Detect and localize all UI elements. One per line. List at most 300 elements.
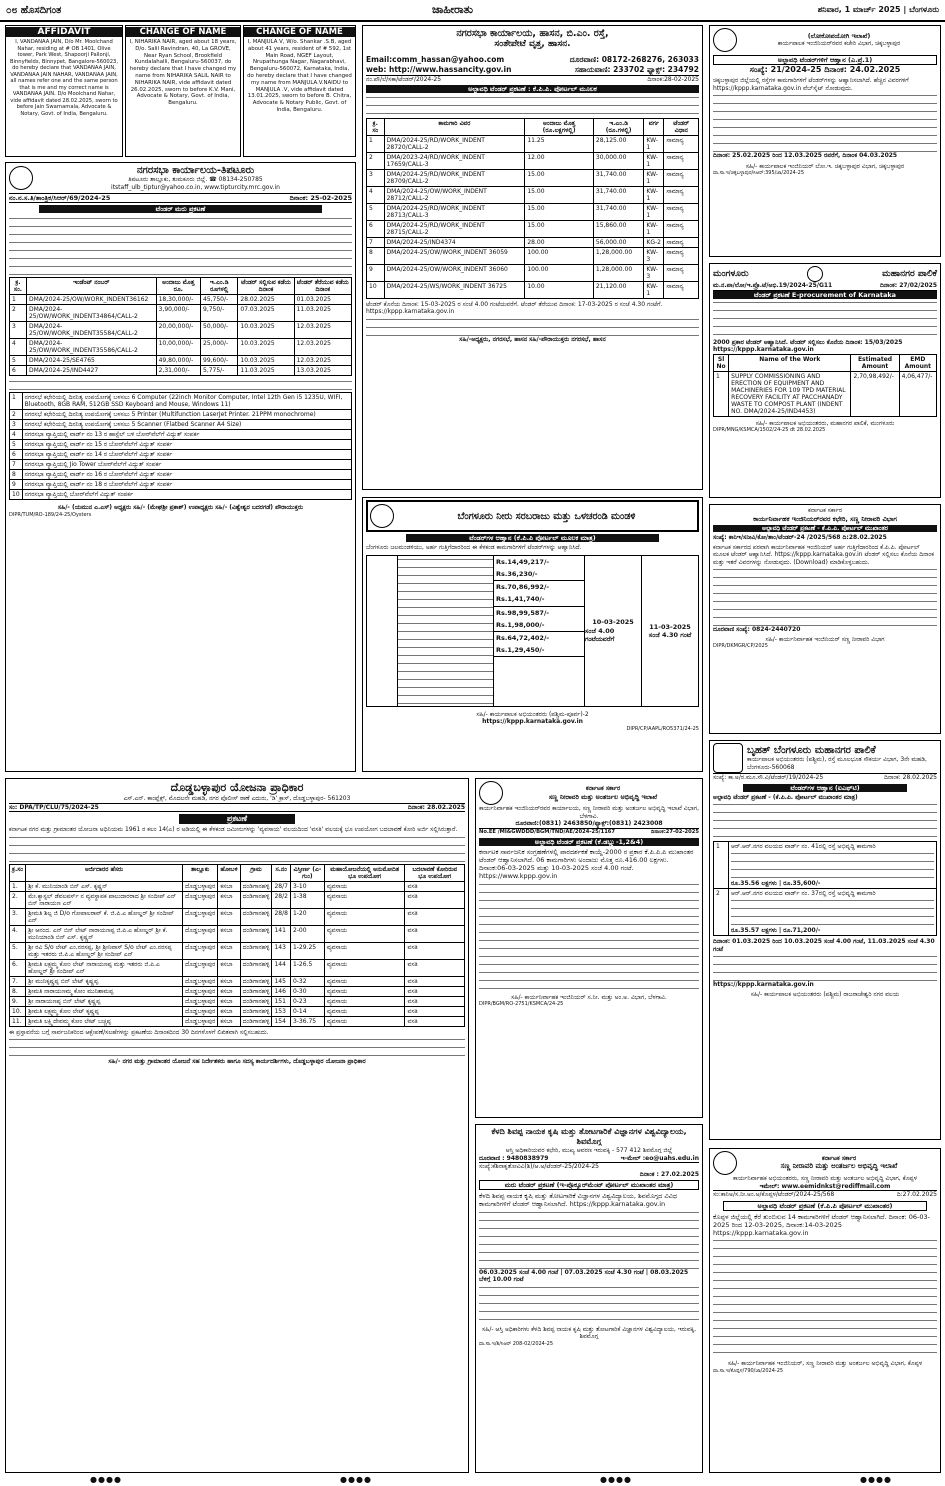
table-cell: ವಸತಿ xyxy=(405,908,465,925)
minor-irrigation-tender-ad xyxy=(709,504,941,734)
bbmp-amount-1: ರೂ.35.56 ಲಕ್ಷಗಳು | ರೂ.35,600/- xyxy=(731,880,821,888)
change-of-name-ad-1 xyxy=(125,25,241,157)
bbmp-title: ಬೃಹತ್ ಬೆಂಗಳೂರು ಮಹಾನಗರ ಪಾಲಿಕೆ xyxy=(747,745,876,756)
tiptur-items-table xyxy=(9,392,352,500)
table-row xyxy=(10,925,465,942)
table-cell: 4 xyxy=(10,339,27,356)
table-cell: ವ್ಯವಸಾಯ xyxy=(324,1006,405,1016)
item-number: 9 xyxy=(10,480,23,490)
registration-marks: ●●●● xyxy=(600,1475,632,1484)
table-cell: ಕಸಬಾ xyxy=(218,996,240,1006)
bwssb-title: ಬೆಂಗಳೂರು ನೀರು ಸರಬರಾಜು ಮತ್ತು ಒಳಚರಂಡಿ ಮಂಡಳಿ xyxy=(457,510,636,522)
table-header-cell: Sl No xyxy=(714,354,729,371)
table-header-cell: ಕ್ರ. ಸಂ. xyxy=(10,278,27,295)
table-cell: 11.03.2025 xyxy=(294,305,351,322)
hassan-subtitle: ಸಂತೇಪೇಟೆ ವೃತ್ತ, ಹಾಸನ. xyxy=(494,39,571,49)
bwssb-dipr: DIPR/CP/AAPL/RO5371/24-25 xyxy=(626,725,699,732)
table-row xyxy=(10,322,352,339)
table-row xyxy=(367,281,699,298)
bbmp-item-2: ಆರ್‌.ಆರ್.ನಗರ ವಲಯದ ವಾರ್ಡ್ ನಂ. 37ರಲ್ಲಿ ರಸ್ತೆ ಅಭಿವೃದ್ಧಿ ಕಾಮಗಾರಿ xyxy=(731,890,876,898)
koppal-title: ಸಣ್ಣ ನೀರಾವರಿ ಮತ್ತು ಅಂತರ್ಜಲ ಅಭಿವೃದ್ಧಿ ಇಲಾಖೆ xyxy=(780,1162,898,1171)
dpa-title: ದೊಡ್ಡಬಳ್ಳಾಪುರ ಯೋಜನಾ ಪ್ರಾಧಿಕಾರ xyxy=(170,781,304,794)
table-cell: ವ್ಯವಸಾಯ xyxy=(324,986,405,996)
uahs-phone: ದೂರವಾಣಿ : 9480838979 xyxy=(479,1154,549,1162)
table-cell: ಕಸಬಾ xyxy=(218,925,240,942)
koppal-notice: ಅಲ್ಪಾವಧಿ ಟೆಂಡರ್ ಪ್ರಕಟಣೆ (ಕೆ.ಪಿ.ಪಿ ಪೋರ್ಟಲ್ ಮುಖಾಂತರ) xyxy=(723,1201,927,1211)
uahs-title: ಕೆಳದಿ ಶಿವಪ್ಪ ನಾಯಕ ಕೃಷಿ ಮತ್ತು ತೋಟಗಾರಿಕೆ ವಿಜ್ಞಾನಗಳ ವಿಶ್ವವಿದ್ಯಾಲಯ, ಶಿವಮೊಗ್ಗ xyxy=(491,1127,687,1146)
table-cell: 10.03.2025 xyxy=(238,322,294,339)
table-cell: 1 xyxy=(367,135,385,152)
emblem-icon xyxy=(713,28,737,52)
table-cell: ದಂಡಿಗಾನಹಳ್ಳಿ xyxy=(240,891,272,908)
item-number: 6 xyxy=(10,450,23,460)
table-cell: KW-1 xyxy=(644,152,664,169)
table-cell: ದಂಡಿಗಾನಹಳ್ಳಿ xyxy=(240,1006,272,1016)
table-cell: ಸಾಮಾನ್ಯ xyxy=(664,247,699,264)
table-header-cell: ಟೆಂಡರ್ ತೆರೆಯುವ ಕಡೆಯ ದಿನಾಂಕ xyxy=(294,278,351,295)
table-cell: KW-3 xyxy=(644,264,664,281)
tiptur-ref: ನಂ.ನ.ಸ.ತಿ/ತಾಂತ್ರಿಕ/ಸಿಆರ್/69/2024-25 xyxy=(9,194,111,202)
table-cell: ದಂಡಿಗಾನಹಳ್ಳಿ xyxy=(240,908,272,925)
bwssb-logo-icon xyxy=(370,504,394,528)
item-number: 5 xyxy=(10,440,23,450)
table-cell: 143 xyxy=(272,942,290,959)
mangaluru-notice: ಟೆಂಡರ್ ಪ್ರಕಟಣೆ E-procurement of Karnataka xyxy=(713,291,937,299)
table-cell: ವಸತಿ xyxy=(405,976,465,986)
table-header-cell: ಟೆಂಡರ್ ಸಲ್ಲಿಸುವ ಕಡೆಯ ದಿನಾಂಕ xyxy=(238,278,294,295)
mi-notice: ಅಲ್ಪಾವಧಿ ಟೆಂಡರ್ ಪ್ರಕಟಣೆ - ಕೆ.ಪಿ.ಪಿ. ಪೋರ್ಟಲ್ ಮುಖಾಂತರ xyxy=(713,525,937,533)
mi-office: ಕಾರ್ಯನಿರ್ವಾಹಕ ಇಂಜಿನಿಯರ್‌ರವರ ಕಛೇರಿ, ಸಣ್ಣ ನೀರಾವರಿ ವಿಭಾಗ xyxy=(753,514,897,523)
table-cell: DMA/2024-25/RD/WORK_INDENT 28720/CALL-2 xyxy=(384,135,525,152)
table-cell: ವ್ಯವಸಾಯ xyxy=(324,1016,405,1026)
table-cell: 0-30 xyxy=(290,986,324,996)
hassan-table xyxy=(366,118,699,299)
registration-marks: ●●●● xyxy=(90,1475,122,1484)
table-cell: ದೊಡ್ಡಬಳ್ಳಾಪುರ xyxy=(183,1016,218,1026)
table-cell: 28/7 xyxy=(272,881,290,891)
tiptur-tender-ad xyxy=(5,162,356,772)
item-text: ನಗರಸಭೆ ಕಛೇರಿಯಲ್ಲಿ ದಿನನಿತ್ಯ ಉಪಯೋಗಕ್ಕೆ ಬಳಸಲು 5 Printer (Multifunction LaserJet Printer. 21PPM monochrome) xyxy=(22,410,351,420)
table-cell: 4,06,477/- xyxy=(899,371,936,416)
table-cell: 3 xyxy=(10,322,27,339)
uahs-body-text xyxy=(479,1209,699,1269)
table-cell: ದಂಡಿಗಾನಹಳ್ಳಿ xyxy=(240,942,272,959)
pwd-dipr: ವಾ.ಸಾ.ಇ/ಚಿಕ್ಕಬಳ್ಳಾಪುರ/ಸಿಆರ್:395/ಜಾ/2024-25 xyxy=(713,170,805,177)
item-number: 4 xyxy=(10,430,23,440)
table-cell: ದಂಡಿಗಾನಹಳ್ಳಿ xyxy=(240,959,272,976)
dpa-footer-text xyxy=(9,1036,465,1058)
table-cell: 21,120.00 xyxy=(593,281,644,298)
table-cell: DMA/2024-25/OW/WORK_INDENT 36060 xyxy=(384,264,525,281)
list-item xyxy=(10,490,352,500)
hassan-ref: ನಂ.ಪೌ/ಲೆ/ಸಕಾ/ಟೆಂಡರ್/2024-25 xyxy=(366,76,442,83)
table-cell: 01.03.2025 xyxy=(294,295,351,305)
table-cell: ಸಾಮಾನ್ಯ xyxy=(664,264,699,281)
table-cell: DMA/2024-25/OW/WORK_INDENT35586/CALL-2 xyxy=(26,339,156,356)
table-cell: ವಸತಿ xyxy=(405,959,465,976)
item-text: ನಗರಸಭಾ ವ್ಯಾಪ್ತಿಯಲ್ಲಿ Jio Tower ಬೋರ್‌ವೆಲ್‌ಗೆ ವಿದ್ಯುತ್ ಸಂಪರ್ಕ xyxy=(22,460,351,470)
table-cell: 15.00 xyxy=(525,186,594,203)
amount-value: Rs.1,41,740/- xyxy=(494,593,584,606)
hassan-date: ದಿನಾಂಕ:28-02-2025 xyxy=(647,76,699,83)
table-cell: ವ್ಯವಸಾಯ xyxy=(324,942,405,959)
table-row xyxy=(10,891,465,908)
table-row xyxy=(367,237,699,247)
list-item xyxy=(10,480,352,490)
table-header-cell: ವರ್ಗ xyxy=(644,118,664,135)
table-cell: 2,70,98,492/- xyxy=(851,371,899,416)
table-cell: 144 xyxy=(272,959,290,976)
table-cell: DMA/2024-25/OW/WORK_INDENT36162 xyxy=(26,295,156,305)
table-cell: ಕಸಬಾ xyxy=(218,908,240,925)
registration-marks: ●●●● xyxy=(340,1475,372,1484)
pwd-body: ಚಿಕ್ಕಬಳ್ಳಾಪುರ ಜಿಲ್ಲೆಯಲ್ಲಿ ರಸ್ತೆಗಳ ಕಾಮಗಾರಿಗಳಿಗೆ ಟೆಂಡರ್‌ಗಳನ್ನು ಆಹ್ವಾನಿಸಲಾಗಿದೆ. ಹೆಚ್ಚಿನ ವಿವರಗಳಿಗೆ https://kppp.karnataka.gov.in ವೆಬ್‌ಸೈಟ್ ನೋಡುವುದು. xyxy=(713,77,909,92)
hassan-phone: ದೂರವಾಣಿ: 08172-268276, 263033 xyxy=(569,55,699,64)
table-header-cell: ತಾಲ್ಲೂಕು xyxy=(183,864,218,881)
table-cell: 99,600/- xyxy=(201,356,238,366)
hassan-signature: ಸಹಿ/-ಅಧ್ಯಕ್ಷರು, ನಗರಸಭೆ, ಹಾಸನ ಸಹಿ/-ಪೌರಾಯುಕ್ತರು ನಗರಸಭೆ, ಹಾಸನ xyxy=(459,335,606,343)
item-text: ನಗರಸಭಾ ವ್ಯಾಪ್ತಿಯಲ್ಲಿ ವಾರ್ಡ್ ನಂ 16 ರ ಬೋರ್‌ವೆಲ್‌ಗೆ ವಿದ್ಯುತ್ ಸಂಪರ್ಕ xyxy=(22,470,351,480)
table-cell: 2 xyxy=(10,305,27,322)
bbmp-tender-ad xyxy=(709,740,941,1140)
koppal-signature: ಸಹಿ/- ಕಾರ್ಯನಿರ್ವಾಹಕ ಇಂಜಿನಿಯರ್, ಸಣ್ಣ ನೀರಾವರಿ ಮತ್ತು ಅಂತರ್ಜಲ ಅಭಿವೃದ್ಧಿ ವಿಭಾಗ, ಕೊಪ್ಪಳ xyxy=(727,1360,923,1368)
tiptur-contact: ತಿಪಟೂರು ತಾಲ್ಲೂಕು, ತುಮಕೂರು ಜಿಲ್ಲೆ. ☎ 08134-250785 xyxy=(128,176,263,183)
table-cell: DMA/2024-25/IND4427 xyxy=(26,366,156,376)
shivamogga-tender-ad xyxy=(475,1124,703,1473)
mangaluru-table xyxy=(713,354,937,417)
table-cell: ಶ್ರೀ ನಾರಾಯಣಪ್ಪ ಬಿನ್ ಲೇಟ್ ಕೃಷ್ಣಪ್ಪ xyxy=(26,996,183,1006)
table-cell: ವ್ಯವಸಾಯ xyxy=(324,891,405,908)
table-row xyxy=(10,366,352,376)
table-cell: 10 xyxy=(367,281,385,298)
mangaluru-dipr: DIPR/MNG/KSMCA/1502/24-25 dt 28.02.2025 xyxy=(713,427,826,434)
table-cell: DMA/2024-25/SE4765 xyxy=(26,356,156,366)
bwssb-open-date: 11-03-2025 xyxy=(649,622,691,631)
section-title: ಜಾಹೀರಾತು xyxy=(431,3,474,16)
table-cell: 15.00 xyxy=(525,169,594,186)
table-row xyxy=(367,264,699,281)
table-cell: 4 xyxy=(367,186,385,203)
table-cell: 153 xyxy=(272,1006,290,1016)
table-cell: 1-38 xyxy=(290,891,324,908)
table-cell: ದೊಡ್ಡಬಳ್ಳಾಪುರ xyxy=(183,925,218,942)
table-cell: DMA/2024-25/OW/WORK_INDENT 36059 xyxy=(384,247,525,264)
belagavi-tender-ad xyxy=(475,778,703,1118)
table-cell: DMA/2024-25/OW/WORK_INDENT 28712/CALL-2 xyxy=(384,186,525,203)
mangaluru-body: 2000 ಪ್ರಕಾರ ಟೆಂಡರ್ ಆಹ್ವಾನಿಸಿದೆ. ಟೆಂಡರ್ ಸಲ್ಲಿಸಲು ಕೊನೆಯ ದಿನಾಂಕ: 15/03/2025 https://kppp.karnataka.gov.in xyxy=(713,338,903,354)
table-cell: KW-1 xyxy=(644,186,664,203)
table-cell: ವ್ಯವಸಾಯ xyxy=(324,959,405,976)
emblem-icon xyxy=(479,781,503,805)
pwd-ref: ಸಂಖ್ಯೆ: 21/2024-25 ದಿನಾಂಕ: 24.02.2025 xyxy=(749,65,901,75)
tiptur-notice: ಟೆಂಡರ್ ಮರು ಪ್ರಕಟಣೆ xyxy=(39,205,322,213)
table-cell: 100.00 xyxy=(525,264,594,281)
item-number: 3 xyxy=(10,420,23,430)
table-cell: KW-3 xyxy=(644,247,664,264)
bbmp-logo-icon xyxy=(713,743,743,773)
doddaballapura-notice-ad xyxy=(5,778,469,1473)
table-cell: ದಂಡಿಗಾನಹಳ್ಳಿ xyxy=(240,976,272,986)
dpa-intro: ಕರ್ನಾಟಕ ನಗರ ಮತ್ತು ಗ್ರಾಮಾಂತರ ಯೋಜನಾ ಅಧಿನಿಯಮ 1961 ರ ಕಲಂ 14(ಎ) ರ ಅಡಿಯಲ್ಲಿ ಈ ಕೆಳಕಂಡ ಜಮೀನುಗಳನ್ನು 'ವ್ಯವಸಾಯ' ವಲಯದಿಂದ 'ವಸತಿ' ವಲಯಕ್ಕೆ ಭೂ ಉಪಯೋಗ ಬದಲಾವಣೆ ಕೋರಿ ಅರ್ಜಿ ಸಲ್ಲಿಸಿರುತ್ತಾರೆ. xyxy=(9,826,458,833)
table-cell: ವಸತಿ xyxy=(405,996,465,1006)
table-cell: 10. xyxy=(10,1006,26,1016)
amount-value: Rs.64,72,402/- xyxy=(496,633,550,642)
table-cell: ಸಾಮಾನ್ಯ xyxy=(664,135,699,152)
table-cell: 28.00 xyxy=(525,237,594,247)
item-number: 8 xyxy=(10,470,23,480)
uahs-dates: 06.03.2025 ಸಂಜೆ 4.00 ಗಂಟೆ | 07.03.2025 ಸಂಜೆ 4.30 ಗಂಟೆ | 08.03.2025 ಬೆಳಿಗ್ಗೆ 10.00 ಗಂಟೆ xyxy=(479,1268,689,1284)
mangaluru-date: ದಿನಾಂಕ: 27/02/2025 xyxy=(880,282,937,289)
mangaluru-signature: ಸಹಿ/- ಕಾರ್ಯಪಾಲಕ ಅಭಿಯಂತರರು, ಮಹಾನಗರ ಪಾಲಿಕೆ, ಮಂಗಳೂರು xyxy=(755,419,895,427)
table-cell: ಕಸಬಾ xyxy=(218,986,240,996)
table-cell: ಕಸಬಾ xyxy=(218,891,240,908)
table-cell: ಶ್ರೀ ಮುನಿಕೃಷ್ಣಪ್ಪ ಬಿನ್ ಲೇಟ್ ಕೃಷ್ಣಪ್ಪ xyxy=(26,976,183,986)
table-cell: ದೊಡ್ಡಬಳ್ಳಾಪುರ xyxy=(183,942,218,959)
table-cell: DMA/2024-25/RD/WORK_INDENT 28715/CALL-2 xyxy=(384,220,525,237)
uahs-date: ದಿನಾಂಕ : 27.02.2025 xyxy=(639,1170,699,1178)
table-cell: 12.03.2025 xyxy=(294,339,351,356)
uahs-dipr: ವಾ.ಸಾ.ಇ/ಶಿ/ಸಿಆರ್ 208-02/2024-25 xyxy=(479,1340,554,1347)
table-cell: ದೊಡ್ಡಬಳ್ಳಾಪುರ xyxy=(183,986,218,996)
table-row xyxy=(10,305,352,322)
table-cell: 4. xyxy=(10,925,26,942)
table-cell: KW-1 xyxy=(644,220,664,237)
table-header-cell: ಸ.ನಂ xyxy=(272,864,290,881)
table-cell: ಸಾಮಾನ್ಯ xyxy=(664,281,699,298)
table-cell: 10.03.2025 xyxy=(238,339,294,356)
table-cell: 10,00,000/- xyxy=(156,339,200,356)
table-cell: ವ್ಯವಸಾಯ xyxy=(324,881,405,891)
table-row xyxy=(367,169,699,186)
hassan-tender-ad xyxy=(362,25,703,490)
item-text: ನಗರಸಭಾ ವ್ಯಾಪ್ತಿಯಲ್ಲಿ ಬೋರ್‌ವೆಲ್‌ಗೆ ವಿದ್ಯುತ್ ಸಂಪರ್ಕ xyxy=(22,490,351,500)
table-header-cell: ಕಾಮಗಾರಿ ವಿವರ xyxy=(384,118,525,135)
table-header-cell: ಮಹಾಯೋಜನೆಯಲ್ಲಿ ಅನುಮೋದಿತ ಭೂ ಉಪಯೋಗ xyxy=(324,864,405,881)
table-cell: ದೊಡ್ಡಬಳ್ಳಾಪುರ xyxy=(183,908,218,925)
table-cell: 9. xyxy=(10,996,26,1006)
mangaluru-ref: ಮ.ನ.ಪಾ/ಲೋ/ಇ.ಪ್ರೊ.ಟೆ/ಅಭಿ.19/2024-25/G11 xyxy=(713,282,833,289)
table-cell: ಶ್ರೀ ಕೆ. ಮುನಿಯಾಂಡಿ ಬಿನ್ ಎಸ್. ಕೃಷ್ಣನ್ xyxy=(26,881,183,891)
table-cell: 5. xyxy=(10,942,26,959)
table-cell: ದಂಡಿಗಾನಹಳ್ಳಿ xyxy=(240,881,272,891)
table-header-cell: ಟೆಂಡರ್ ವಿಧಾನ xyxy=(664,118,699,135)
table-cell: ಸಾಮಾನ್ಯ xyxy=(664,186,699,203)
item-text: ನಗರಸಭಾ ವ್ಯಾಪ್ತಿಯಲ್ಲಿ ವಾರ್ಡ್ ನಂ 13 ರ ಹಾಸ್ಟೆಲ್ ಬಳಿ ಬೋರ್‌ವೆಲ್‌ಗೆ ವಿದ್ಯುತ್ ಸಂಪರ್ಕ xyxy=(22,430,351,440)
table-cell: DMA/2023-24/RD/WORK_INDENT 17659/CALL-3 xyxy=(384,152,525,169)
table-cell: ಕಸಬಾ xyxy=(218,1006,240,1016)
bwssb-open-time: ಸಂಜೆ 4.30 ಗಂಟೆ xyxy=(648,630,692,639)
table-cell: 45,750/- xyxy=(201,295,238,305)
table-row xyxy=(10,881,465,891)
change-of-name-ad-2 xyxy=(243,25,356,157)
table-cell: DMA/2024-25/RD/WORK_INDENT 28713/CALL-3 xyxy=(384,203,525,220)
table-cell: ವಸತಿ xyxy=(405,1006,465,1016)
table-cell: 3,90,000/- xyxy=(156,305,200,322)
amount-value: Rs.14,49,217/- xyxy=(496,557,550,566)
table-cell: 146 xyxy=(272,986,290,996)
mangaluru-tender-ad xyxy=(709,263,941,498)
table-row xyxy=(367,220,699,237)
dpa-intro-text xyxy=(9,834,465,864)
tiptur-note xyxy=(9,378,352,390)
table-cell: 9,750/- xyxy=(201,305,238,322)
table-cell: ದಂಡಿಗಾನಹಳ್ಳಿ xyxy=(240,986,272,996)
belagavi-notice: ಅಲ್ಪಾವಧಿ ಟೆಂಡರ್ ಪ್ರಕಟಣೆ (ಕೆ.ಡಬ್ಲ್ಯು-1,2&4) xyxy=(479,838,699,846)
table-cell: KW-1 xyxy=(644,203,664,220)
table-cell: ವಸತಿ xyxy=(405,925,465,942)
table-cell: DMA/2024-25/OW/WORK_INDENT35584/CALL-2 xyxy=(26,322,156,339)
table-header-cell: Estimated Amount xyxy=(851,354,899,371)
emblem-icon xyxy=(713,1151,737,1175)
list-item xyxy=(10,440,352,450)
list-item xyxy=(10,460,352,470)
dpa-signature: ಸಹಿ/- ನಗರ ಮತ್ತು ಗ್ರಾಮಾಂತರ ಯೋಜನೆ ಸಹ ನಿರ್ದೇಶಕರು ಹಾಗೂ ಸದಸ್ಯ ಕಾರ್ಯದರ್ಶಿಗಳು, ದೊಡ್ಡಬಳ್ಳಾಪುರ ಯೋಜನಾ ಪ್ರಾಧಿಕಾರ xyxy=(108,1058,366,1065)
tiptur-table xyxy=(9,277,352,376)
table-cell: 3 xyxy=(367,169,385,186)
table-row xyxy=(10,986,465,996)
pwd-body-text xyxy=(713,92,937,152)
table-cell: ದೊಡ್ಡಬಳ್ಳಾಪುರ xyxy=(183,976,218,986)
registration-marks: ●●●● xyxy=(860,1475,892,1484)
mangaluru-intro xyxy=(713,299,937,339)
table-cell: ಕಸಬಾ xyxy=(218,1016,240,1026)
bbmp-date: ದಿನಾಂಕ: 28.02.2025 xyxy=(884,774,937,781)
table-header-cell: Name of the Work xyxy=(729,354,851,371)
pwd-title: (ಲೋಕೋಪಯೋಗಿ ಇಲಾಖೆ) xyxy=(807,32,871,41)
table-cell: 11. xyxy=(10,1016,26,1026)
pwd-notice: ಅಲ್ಪಾವಧಿ ಟೆಂಡರ್‌ಗಳಿಗೆ ಆಹ್ವಾನ (ಎ.ಪ್ರೆ.1) xyxy=(713,55,937,65)
table-cell: 8. xyxy=(10,986,26,996)
table-cell: DMA/2024-25/WS/WORK_INDENT 36725 xyxy=(384,281,525,298)
koppal-tender-ad xyxy=(709,1148,941,1473)
koppal-govt: ಕರ್ನಾಟಕ ಸರ್ಕಾರ xyxy=(821,1154,857,1162)
table-cell: ವಸತಿ xyxy=(405,881,465,891)
emblem-icon xyxy=(9,166,33,190)
tiptur-intro-text xyxy=(9,215,352,275)
belagavi-body: ಕರ್ನಾಟಕ ಸಾರ್ವಜನಿಕ ಸಂಗ್ರಹಣೆಗಳಲ್ಲಿ ಪಾರದರ್ಶಕತೆ ಕಾಯ್ದೆ-2000 ರ ಪ್ರಕಾರ ಕೆ.ಪಿ.ಪಿ.ಪಿ ಮುಖಾಂತರ ಟೆಂಡರ್ ಆಹ್ವಾನಿಸಲಾಗಿದೆ. 06 ಕಾಮಗಾರಿಗಳು ಅಂದಾಜು ಮೊತ್ತ ರೂ.416.00 ಲಕ್ಷಗಳು. ದಿನಾಂಕ:06-03-2025 ಮತ್ತು 10-03-2025 ಸಂಜೆ 4.00 ಗಂಟೆ. https://www.kppp.gov.in xyxy=(479,847,694,881)
table-row xyxy=(10,339,352,356)
table-row xyxy=(10,976,465,986)
table-cell: ವಸತಿ xyxy=(405,1016,465,1026)
koppal-ref: ಸಂ:ಕಾನಿಅ/ಸ.ನೀ.ಅಂ.ಅ/ಕೊಪ್ಪಳ/ಟೆಂಡರ್/2024-25/568 xyxy=(713,1191,835,1198)
table-cell: 15.00 xyxy=(525,203,594,220)
belagavi-office: ಕಾರ್ಯನಿರ್ವಾಹಕ ಇಂಜಿನಿಯರ್‌ರವರ ಕಾರ್ಯಾಲಯ, ಸಣ್ಣ ನೀರಾವರಿ ಮತ್ತು ಅಂತರ್ಜಲ ಅಭಿವೃದ್ಧಿ ಇಲಾಖೆ ವಿಭಾಗ, ಬೆಳಗಾವಿ. xyxy=(479,805,699,820)
table-header-cell: ಇಂಡೆಂಟ್ ನಂಬರ್ xyxy=(26,278,156,295)
table-cell: SUPPLY COMMISSIONING AND ERECTION OF EQUIPMENT AND MACHINERIES FOR 109 TPD MATERIAL RECOVERY FACILITY AT PACCHANADY WASTE TO COMPOST PLANT (INDENT NO. DMA/2024-25/IND4453) xyxy=(729,371,851,416)
item-number: 1 xyxy=(10,393,23,410)
table-cell: ಮೇ.ಕ್ಯಾಸ್ಟಲ್ ಡೆವಲಪರ್ಸ್ ನ ವ್ಯವಸ್ಥಾಪಕ ಪಾಲುದಾರರಾದ ಶ್ರೀ ಸಂದೀಪ್ ಎನ್ ಬಿನ್ ನಾರಾಯಣ ಎನ್ xyxy=(26,891,183,908)
table-row xyxy=(10,1016,465,1026)
table-row xyxy=(10,295,352,305)
mi-body: ಕರ್ನಾಟಕ ಸರ್ಕಾರದ ಪರವಾಗಿ ಕಾರ್ಯನಿರ್ವಾಹಕ ಇಂಜಿನಿಯರ್ ಅರ್ಹ ಗುತ್ತಿಗೆದಾರರಿಂದ ಕೆ.ಪಿ.ಪಿ. ಪೋರ್ಟಲ್ ಮೂಲಕ ಟೆಂಡರ್ ಆಹ್ವಾನಿಸಿದೆ. https://kppp.karnataka.gov.in ಟೆಂಡರ್ ಸಲ್ಲಿಸಲು ಕೊನೆಯ ದಿನಾಂಕ ಮತ್ತು ಇತರೆ ವಿವರಗಳನ್ನು ನೋಡುವುದು. (Download) ಮಾಡಿಕೊಳ್ಳಬಹುದು. xyxy=(713,543,934,566)
table-cell: ಕಸಬಾ xyxy=(218,976,240,986)
hassan-title: ನಗರಸಭಾ ಕಾರ್ಯಾಲಯ, ಹಾಸನ, ಬಿ.ಎಂ. ರಸ್ತೆ, xyxy=(456,28,609,39)
table-cell: DMA/2024-25/OW/WORK_INDENT34864/CALL-2 xyxy=(26,305,156,322)
table-cell: 3-36.75 xyxy=(290,1016,324,1026)
table-header-cell: ಕ್ರ. ಸಂ xyxy=(367,118,385,135)
table-header-cell: ಅರ್ಜಿದಾರರ ಹೆಸರು xyxy=(26,864,183,881)
table-cell: ಸಾಮಾನ್ಯ xyxy=(664,169,699,186)
item-text: ನಗರಸಭಾ ವ್ಯಾಪ್ತಿಯಲ್ಲಿ ವಾರ್ಡ್ ನಂ 14 ರ ಬೋರ್‌ವೆಲ್‌ಗೆ ವಿದ್ಯುತ್ ಸಂಪರ್ಕ xyxy=(22,450,351,460)
change-of-name-title-2: CHANGE OF NAME xyxy=(244,27,355,37)
bbmp-body: ಅಲ್ಪಾವಧಿ ಟೆಂಡರ್ ಪ್ರಕಟಣೆ - (ಕೆ.ಪಿ.ಪಿ. ಪೋರ್ಟಲ್ ಮುಖಾಂತರ ಮಾತ್ರ) xyxy=(713,793,858,801)
bbmp-table: 1 ಆರ್‌.ಆರ್.ನಗರ ವಲಯದ ವಾರ್ಡ್ ನಂ. 41ರಲ್ಲಿ ರಸ್ತೆ ಅಭಿವೃದ್ಧಿ ಕಾಮಗಾರಿ ರೂ.35.56 ಲಕ್ಷಗಳು | ರೂ.35,600/- 2 ಆರ್‌.ಆರ್.ನಗರ ವಲಯದ ವಾರ್ಡ್ ನಂ. 37ರಲ್ಲಿ ರಸ್ತೆ ಅಭಿವೃದ್ಧಿ ಕಾಮಗಾರಿ ರೂ.35.57 ಲಕ್ಷಗಳು | ರೂ.71,200/- xyxy=(713,841,937,936)
belagavi-govt: ಕರ್ನಾಟಕ ಸರ್ಕಾರ xyxy=(585,785,621,793)
table-cell: ದೊಡ್ಡಬಳ್ಳಾಪುರ xyxy=(183,1006,218,1016)
item-number: 7 xyxy=(10,460,23,470)
table-header-cell: ಇ.ಎಂ.ಡಿ ರೂಗಳಲ್ಲಿ xyxy=(201,278,238,295)
amount-value: Rs.70,86,992/- xyxy=(496,583,550,592)
table-cell: 6. xyxy=(10,959,26,976)
table-cell: ಶ್ರೀಮತಿ ಲಕ್ಷ್ಮಮ್ಮ ಕೋಂ ಲೇಟ್ ನಾರಾಯಣಪ್ಪ ಮತ್ತು ಇತರರು ಜಿ.ಪಿ.ಎ ಹೋಲ್ಡರ್ ಶ್ರೀ ಸಂದೀಪ್ ಎನ್ xyxy=(26,959,183,976)
bwssb-amounts xyxy=(494,556,585,706)
table-cell: 31,740.00 xyxy=(593,169,644,186)
table-cell: ವಸತಿ xyxy=(405,986,465,996)
table-cell: 1,28,000.00 xyxy=(593,247,644,264)
table-cell: 5,775/- xyxy=(201,366,238,376)
list-item xyxy=(10,430,352,440)
table-cell: ದಂಡಿಗಾನಹಳ್ಳಿ xyxy=(240,925,272,942)
amount-value: Rs.1,29,450/- xyxy=(494,644,584,657)
table-cell: 10.03.2025 xyxy=(238,356,294,366)
table-cell: KW-1 xyxy=(644,169,664,186)
table-cell: ದಂಡಿಗಾನಹಳ್ಳಿ xyxy=(240,996,272,1006)
hassan-intro xyxy=(366,94,699,118)
hassan-footer: ಟೆಂಡರ್ ಕೊನೆಯ ದಿನಾಂಕ: 15-03-2025 ರ ಸಂಜೆ 4.00 ಗಂಟೆಯವರೆಗೆ. ಟೆಂಡರ್ ತೆರೆಯುವ ದಿನಾಂಕ: 17-03-2025 ರ ಸಂಜೆ 4.30 ಗಂಟೆಗೆ. https://kppp.karnataka.gov.in xyxy=(366,300,663,316)
item-text: ನಗರಸಭಾ ವ್ಯಾಪ್ತಿಯಲ್ಲಿ ವಾರ್ಡ್ ನಂ 18 ರ ಬೋರ್‌ವೆಲ್‌ಗೆ ವಿದ್ಯುತ್ ಸಂಪರ್ಕ xyxy=(22,480,351,490)
pwd-dates: ದಿನಾಂಕ: 25.02.2025 ರಿಂದ 12.03.2025 ರವರೆಗೆ, ದಿನಾಂಕ 04.03.2025 xyxy=(713,152,898,160)
uahs-notice: ಮರು ಟೆಂಡರ್ ಪ್ರಕಟಣೆ (ಇ-ಪ್ರೊಕ್ಯೂರ್‌ಮೆಂಟ್ ಪೋರ್ಟಲ್ ಮುಖಾಂತರ ಮಾತ್ರ) xyxy=(479,1180,699,1190)
belagavi-phone: ದೂರವಾಣಿ:(0831) 2463850/ಫ್ಯಾಕ್ಸ್:(0831) 2423008 xyxy=(515,820,663,827)
table-cell: 3-10 xyxy=(290,881,324,891)
tiptur-date: ದಿನಾಂಕ: 25-02-2025 xyxy=(289,194,352,202)
change-of-name-title-1: CHANGE OF NAME xyxy=(126,27,240,37)
dpa-address: ಎಸ್.ಎನ್. ಕಾಂಪ್ಲೆಕ್ಸ್, ಮೊದಲನೇ ಮಹಡಿ, ನಗರ ಪೊಲೀಸ್ ಠಾಣೆ ಎದುರು, 'ಡಿ' ಕ್ರಾಸ್, ದೊಡ್ಡಬಳ್ಳಾಪುರ- 561203 xyxy=(123,795,351,802)
affidavit-ad xyxy=(5,25,123,157)
hassan-email: Email:comm_hassan@yahoo.com xyxy=(366,55,505,64)
table-cell: 9 xyxy=(367,264,385,281)
koppal-dipr: ವಾ.ಸಾ.ಇ/ಕೊಪ್ಪಳ/790/ಜಾ/2024-25 xyxy=(713,1367,784,1374)
uahs-ref: ಸಂಖ್ಯೆ:ಕೆಶಿನಾಕೃತೋವಿವಿ(ಶಿ)/ಆ.ಅ/ಟೆಂಡರ್-25/2024-25 xyxy=(479,1162,699,1171)
table-cell: 12.03.2025 xyxy=(294,322,351,339)
table-header-cell: ಅಂದಾಜು ಮೊತ್ತ (ರೂ.ಲಕ್ಷಗಳಲ್ಲಿ) xyxy=(525,118,594,135)
belagavi-signature: ಸಹಿ/- ಕಾರ್ಯನಿರ್ವಾಹಕ ಇಂಜಿನಿಯರ್ ಸ.ನೀ. ಮತ್ತು ಅಂ.ಅ. ವಿಭಾಗ, ಬೆಳಗಾವಿ. xyxy=(511,993,667,1001)
uahs-office: ಆಸ್ತಿ ಅಧಿಕಾರಿಯವರ ಕಛೇರಿ, ಮುಖ್ಯ ಆವರಣ ಇರುವಕ್ಕಿ - 577 412 ಶಿವಮೊಗ್ಗ ಜಿಲ್ಲೆ xyxy=(505,1147,673,1154)
koppal-email: ಇಮೇಲ್: www.eemidnkst@rediffmail.com xyxy=(759,1182,891,1190)
list-item xyxy=(10,393,352,410)
table-cell: 15,860.00 xyxy=(593,220,644,237)
table-header-cell: ಗ್ರಾಮ xyxy=(240,864,272,881)
amount-value: Rs.98,99,587/- xyxy=(496,608,550,617)
dpa-table xyxy=(9,864,465,1027)
mi-body-text xyxy=(713,566,937,626)
amount-value: Rs.1,98,000/- xyxy=(494,619,584,632)
table-cell: 13.03.2025 xyxy=(294,366,351,376)
tiptur-signature: ಸಹಿ/- (ಯಮುನ ಎ.ಎಸ್) ಅಧ್ಯಕ್ಷರು ಸಹಿ/- (ಮೇಘಶ್ರೀ ಪ್ರಕಾಶ್) ಉಪಾಧ್ಯಕ್ಷರು ಸಹಿ/- (ವಿಶ್ವೇಶ್ವರ ಬದರಗಡೆ) ಪೌರಾಯುಕ್ತರು xyxy=(57,504,304,512)
belagavi-dipr: DIPR/BGM/RO-2751/KSMCA/24-25 xyxy=(479,1001,564,1008)
table-cell: 7. xyxy=(10,976,26,986)
table-cell: ಶ್ರೀಮತಿ ನಾರಾಯಣಮ್ಮ ಕೋಂ ಮುನಿಶಾಮಪ್ಪ xyxy=(26,986,183,996)
table-cell: 56,000.00 xyxy=(593,237,644,247)
table-cell: 2. xyxy=(10,891,26,908)
table-cell: 28/8 xyxy=(272,908,290,925)
table-cell: DMA/2024-25/RD/WORK_INDENT 28709/CALL-2 xyxy=(384,169,525,186)
bwssb-tender-ad xyxy=(362,497,703,772)
table-row xyxy=(10,908,465,925)
bbmp-notice: ಟೆಂಡರ್‌ಗಳ ಆಹ್ವಾನ (ಐಎಫ್‌ಟಿ) xyxy=(743,784,907,792)
bbmp-amount-2: ರೂ.35.57 ಲಕ್ಷಗಳು | ರೂ.71,200/- xyxy=(731,927,821,935)
bbmp-signature: ಸಹಿ/- ಕಾರ್ಯಪಾಲಕ ಅಭಿಯಂತರರು (ಪಶ್ಚಿಮ) ರಾಜರಾಜೇಶ್ವರಿ ನಗರ ವಲಯ xyxy=(750,990,900,998)
